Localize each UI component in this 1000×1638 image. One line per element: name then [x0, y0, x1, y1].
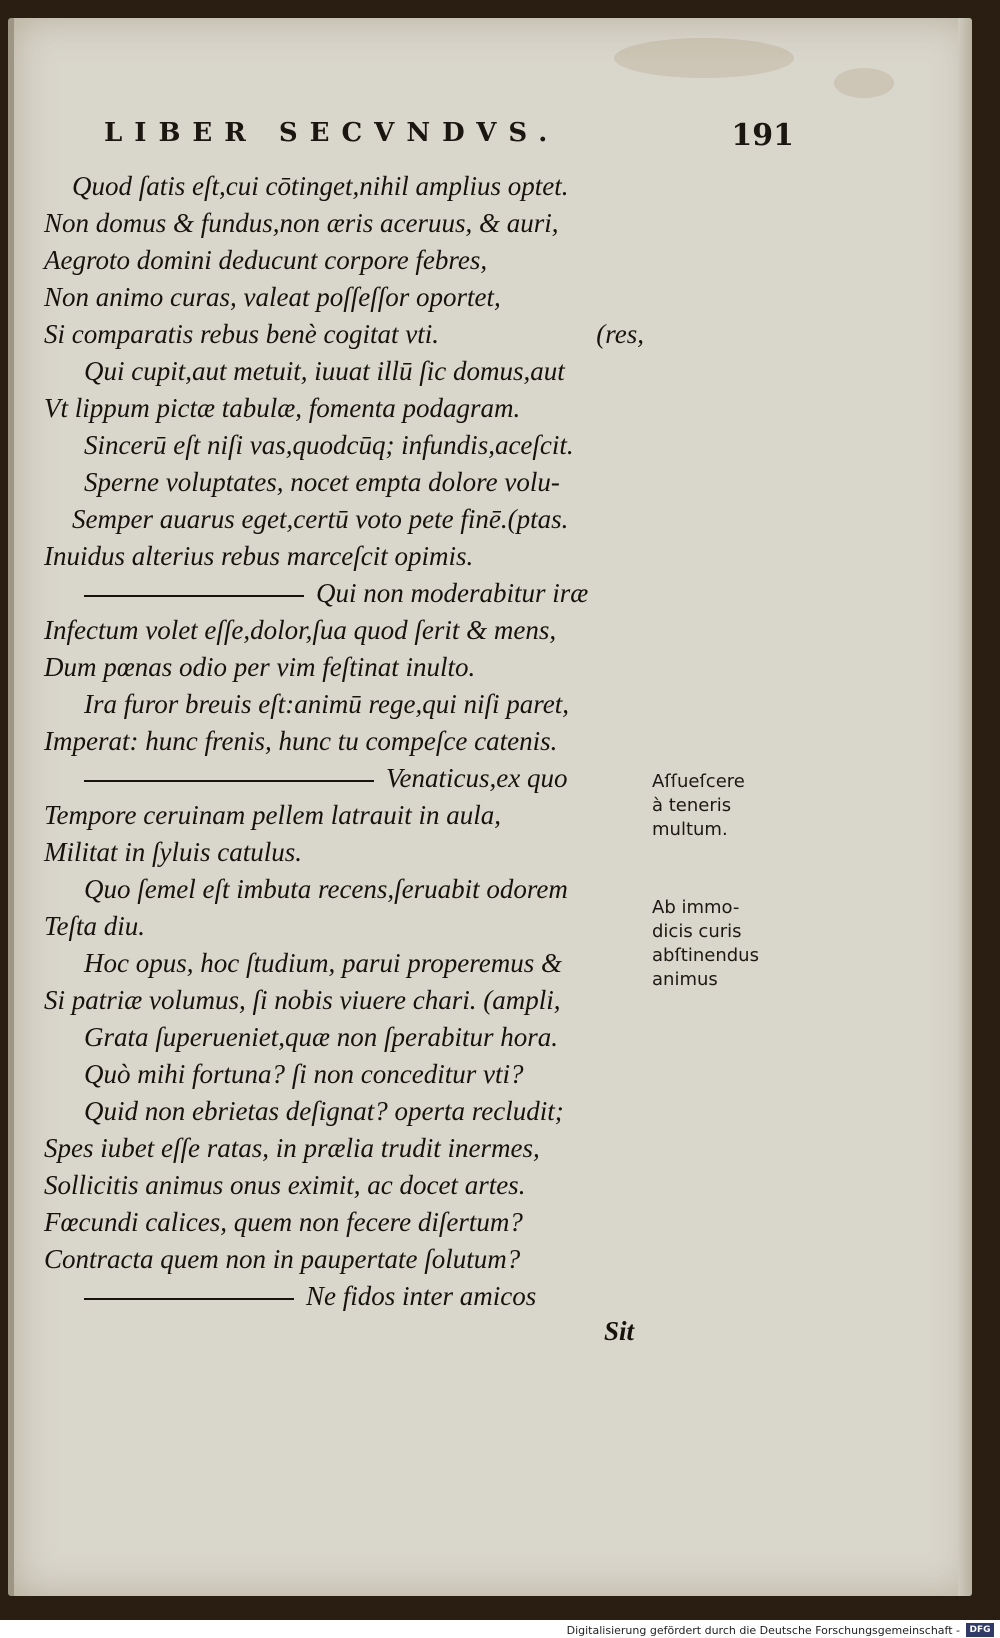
footer-credit: Digitalisierung gefördert durch die Deutsche Forschungsgemeinschaft - — [566, 1624, 960, 1637]
paper-stain — [614, 38, 794, 78]
verse-line-text: Si comparatis rebus benè cogitat vti. — [44, 319, 439, 349]
page-header — [94, 118, 794, 158]
verse-line-text: Teſta diu. — [44, 911, 146, 941]
verse-line — [44, 797, 684, 834]
verse-line — [44, 982, 684, 1019]
verse-line-text: Semper auarus eget,certū voto pete finē.(ptas. — [72, 504, 569, 534]
verse-line-text: Militat in ſyluis catulus. — [44, 837, 302, 867]
verse-line — [44, 871, 684, 908]
dfg-logo: DFG — [966, 1623, 994, 1637]
verse-line-text: Fœcundi calices, quem non fecere diſertum? — [44, 1207, 523, 1237]
verse-line — [44, 168, 684, 205]
verse-text-block — [44, 168, 684, 1315]
verse-line-text: Quod ſatis eſt,cui cōtinget,nihil amplius optet. — [72, 171, 569, 201]
verse-line — [44, 501, 684, 538]
verse-line — [44, 1167, 684, 1204]
verse-line — [44, 464, 684, 501]
verse-line — [44, 1241, 684, 1278]
verse-line — [44, 908, 684, 945]
verse-line-text: Quo ſemel eſt imbuta recens,ſeruabit odorem — [84, 874, 568, 904]
verse-line-text: Vt lippum pictæ tabulæ, fomenta podagram. — [44, 393, 521, 423]
verse-line — [44, 538, 684, 575]
verse-line — [44, 1204, 684, 1241]
margin-note-line: multum. — [652, 819, 728, 840]
verse-line — [44, 649, 684, 686]
verse-line-text: Tempore ceruinam pellem latrauit in aula, — [44, 800, 501, 830]
verse-line-text: Spes iubet eſſe ratas, in prælia trudit inermes, — [44, 1133, 540, 1163]
verse-line-text: Qui non moderabitur iræ — [316, 578, 589, 608]
verse-line-text: Sperne voluptates, nocet empta dolore volu- — [84, 467, 560, 497]
verse-line — [44, 205, 684, 242]
margin-note-line: abſtinendus — [652, 945, 759, 966]
verse-line — [44, 1019, 684, 1056]
margin-note-line: Ab immo- — [652, 897, 740, 918]
verse-line-text: Contracta quem non in paupertate ſolutum? — [44, 1244, 521, 1274]
verse-line-text: Inuidus alterius rebus marceſcit opimis. — [44, 541, 474, 571]
verse-line — [44, 686, 684, 723]
verse-line-text: Infectum volet eſſe,dolor,ſua quod ſerit & mens, — [44, 615, 557, 645]
verse-line-text: Dum pœnas odio per vim feſtinat inulto. — [44, 652, 476, 682]
verse-line — [44, 945, 684, 982]
verse-line-text: Venaticus,ex quo — [386, 763, 568, 793]
verse-line-text: Non animo curas, valeat poſſeſſor oportet, — [44, 282, 501, 312]
verse-rule — [84, 780, 374, 782]
verse-line — [44, 242, 684, 279]
verse-line — [44, 723, 684, 760]
verse-line-text: Grata ſuperueniet,quæ non ſperabitur hora. — [84, 1022, 558, 1052]
verse-line — [44, 427, 684, 464]
verse-line — [44, 1130, 684, 1167]
verse-rule — [84, 595, 304, 597]
verse-line-text: Ne fidos inter amicos — [306, 1281, 537, 1311]
verse-line — [44, 353, 684, 390]
verse-line — [44, 1278, 684, 1315]
verse-line — [44, 1056, 684, 1093]
verse-line — [44, 1093, 684, 1130]
margin-note-line: animus — [652, 969, 718, 990]
verse-line — [44, 834, 684, 871]
verse-line — [44, 612, 684, 649]
verse-line-text: Aegroto domini deducunt corpore febres, — [44, 245, 488, 275]
verse-line-text: Non domus & fundus,non æris aceruus, & auri, — [44, 208, 559, 238]
footer-bar — [0, 1620, 1000, 1638]
verse-line-tail: (res, — [596, 319, 644, 349]
verse-line-text: Sollicitis animus onus eximit, ac docet artes. — [44, 1170, 526, 1200]
page-edge — [958, 18, 972, 1596]
verse-line-text: Qui cupit,aut metuit, iuuat illū ſic domus,aut — [84, 356, 565, 386]
verse-line — [44, 316, 684, 353]
verse-line-text: Imperat: hunc frenis, hunc tu compeſce catenis. — [44, 726, 558, 756]
book-page — [8, 18, 972, 1596]
verse-line — [44, 279, 684, 316]
margin-note-assuescere — [652, 770, 792, 842]
margin-note-line: dicis curis — [652, 921, 742, 942]
margin-note-line: à teneris — [652, 795, 732, 816]
page-number: 191 — [731, 118, 794, 153]
verse-line-text: Quò mihi fortuna? ſi non conceditur vti? — [84, 1059, 524, 1089]
verse-line-text: Hoc opus, hoc ſtudium, parui properemus & — [84, 948, 562, 978]
verse-line-text: Quid non ebrietas deſignat? operta recludit; — [84, 1096, 564, 1126]
running-head: LIBER SECVNDVS. — [104, 118, 560, 148]
paper-stain — [834, 68, 894, 98]
verse-line-text: Sincerū eſt niſi vas,quodcūq; infundis,aceſcit. — [84, 430, 574, 460]
catchword: Sit — [604, 1316, 635, 1346]
verse-line — [44, 760, 684, 797]
verse-line — [44, 390, 684, 427]
verse-rule — [84, 1298, 294, 1300]
verse-line — [44, 575, 684, 612]
margin-note-ab-immodicis — [652, 896, 792, 992]
verse-line-text: Ira furor breuis eſt:animū rege,qui niſi paret, — [84, 689, 569, 719]
verse-line-text: Si patriæ volumus, ſi nobis viuere chari. (ampli, — [44, 985, 561, 1015]
margin-note-line: Aſſueſcere — [652, 771, 745, 792]
